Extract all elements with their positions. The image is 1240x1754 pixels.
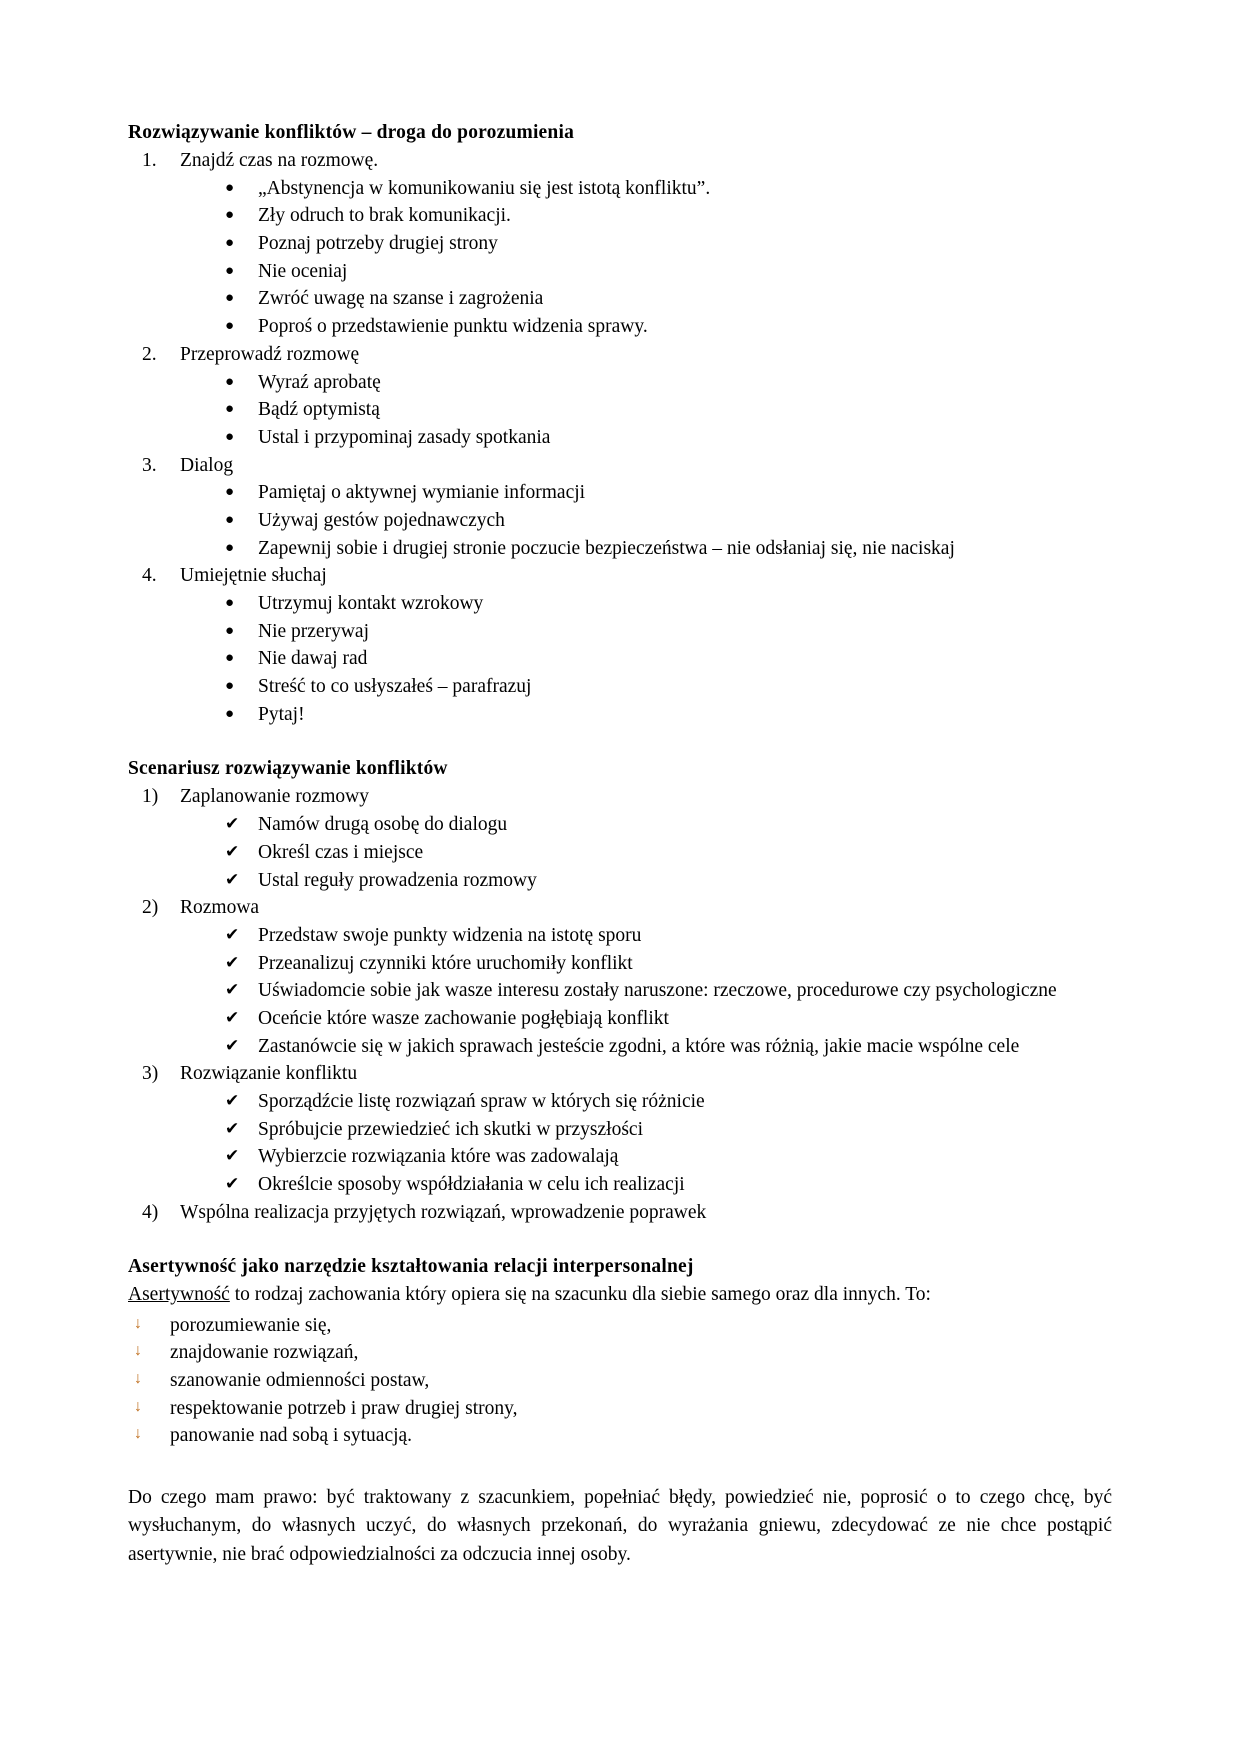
- check-icon: ✔: [225, 814, 240, 834]
- check-icon: ✔: [225, 1146, 240, 1166]
- list-item-text: Wspólna realizacja przyjętych rozwiązań, wprowadzenie poprawek: [180, 1201, 707, 1223]
- list-item: [180, 839, 1112, 867]
- list-item-text: Określ czas i miejsce: [258, 841, 424, 863]
- list-item: [128, 1339, 1112, 1367]
- arrow-down-icon: ↓: [134, 1425, 142, 1443]
- bullet-icon: ●: [225, 511, 235, 528]
- list-item: [180, 313, 1112, 341]
- section-conflict-resolution: [128, 122, 1112, 728]
- check-icon: ✔: [225, 980, 240, 1000]
- bullet-icon: ●: [225, 235, 235, 252]
- list-item-text: Zły odruch to brak komunikacji.: [258, 205, 511, 227]
- bullet-icon: ●: [225, 539, 235, 556]
- list-item-text: Utrzymuj kontakt wzrokowy: [258, 593, 484, 614]
- paragraph-spacer: [128, 1450, 1112, 1484]
- list-marker: 3.: [142, 454, 157, 476]
- bullet-icon: ●: [225, 179, 235, 196]
- list-item-text: Nie przerywaj: [258, 620, 369, 642]
- list-item: [180, 590, 1112, 618]
- section-assertiveness: [128, 1256, 1112, 1569]
- section-spacer: [128, 728, 1112, 758]
- list-item-text: Namów drugą osobę do dialogu: [258, 814, 508, 836]
- list-marker: 4): [142, 1201, 159, 1223]
- list-item-text: panowanie nad sobą i sytuacją.: [170, 1425, 413, 1447]
- list-item: [128, 341, 1112, 452]
- list-item-text: Streść to co usłyszałeś – parafrazuj: [258, 676, 532, 698]
- lead-term: Asertywność: [128, 1284, 230, 1306]
- list-item: [180, 673, 1112, 701]
- list-item-text: Przeanalizuj czynniki które uruchomiły konflikt: [258, 952, 633, 974]
- list-item: [180, 202, 1112, 230]
- list-marker: 4.: [142, 565, 157, 587]
- list-item: [128, 562, 1112, 728]
- list-item: [180, 1005, 1112, 1033]
- list-item: [180, 507, 1112, 535]
- list-item: [180, 1088, 1112, 1116]
- list-item: [128, 894, 1112, 1060]
- bullet-icon: ●: [225, 290, 235, 307]
- bullet-sublist: [180, 590, 1112, 728]
- list-item: [128, 452, 1112, 563]
- list-marker: 2.: [142, 343, 157, 365]
- list-item: [180, 1033, 1112, 1061]
- check-icon: ✔: [225, 1007, 240, 1027]
- list-item: [128, 147, 1112, 341]
- list-marker: 1.: [142, 150, 157, 171]
- list-item: [180, 230, 1112, 258]
- list-item: [180, 618, 1112, 646]
- arrow-down-icon: ↓: [134, 1314, 142, 1332]
- list-item-text: Nie oceniaj: [258, 260, 348, 282]
- list-item-text: Rozwiązanie konfliktu: [180, 1063, 358, 1085]
- bullet-sublist: [180, 479, 1112, 562]
- list-item-text: porozumiewanie się,: [170, 1314, 332, 1336]
- section-title: Scenariusz rozwiązywanie konfliktów: [128, 758, 448, 780]
- arrow-down-icon: ↓: [134, 1397, 142, 1415]
- list-item-text: Wybierzcie rozwiązania które was zadowalają: [258, 1146, 619, 1168]
- section-title: Rozwiązywanie konfliktów – droga do porozumienia: [128, 122, 575, 143]
- lead-rest: to rodzaj zachowania który opiera się na szacunku dla siebie samego oraz dla innych. To:: [229, 1284, 931, 1306]
- check-icon: ✔: [225, 1091, 240, 1110]
- list-item-text: Ustal reguły prowadzenia rozmowy: [258, 869, 537, 891]
- list-item: [180, 701, 1112, 729]
- list-item: [128, 1395, 1112, 1423]
- check-sublist: [180, 811, 1112, 894]
- bullet-icon: ●: [225, 484, 235, 501]
- check-icon: ✔: [225, 952, 240, 972]
- list-item-text: Zapewnij sobie i drugiej stronie poczucie bezpieczeństwa – nie odsłaniaj się, nie naciskaj: [258, 537, 955, 559]
- list-item-text: Przedstaw swoje punkty widzenia na istotę sporu: [258, 924, 642, 946]
- arrow-down-icon: ↓: [134, 1342, 142, 1360]
- bullet-icon: ●: [225, 428, 235, 445]
- list-item-text: Nie dawaj rad: [258, 648, 368, 670]
- bullet-icon: ●: [225, 401, 235, 418]
- list-item-text: Umiejętnie słuchaj: [180, 565, 327, 587]
- list-item: [180, 175, 1112, 203]
- check-icon: ✔: [225, 1035, 240, 1055]
- list-item: [180, 811, 1112, 839]
- list-item-text: Sporządźcie listę rozwiązań spraw w których się różnicie: [258, 1091, 705, 1112]
- list-item: [180, 950, 1112, 978]
- list-item-text: Pamiętaj o aktywnej wymianie informacji: [258, 482, 586, 504]
- list-item: [180, 369, 1112, 397]
- list-item: [128, 1199, 1112, 1227]
- list-item: [180, 867, 1112, 895]
- list-item: [180, 1116, 1112, 1144]
- list-item: [180, 285, 1112, 313]
- bullet-icon: ●: [225, 262, 235, 279]
- check-sublist: [180, 1088, 1112, 1199]
- numbered-list-scenario: [128, 783, 1112, 1226]
- bullet-icon: ●: [225, 650, 235, 667]
- list-marker: 3): [142, 1063, 159, 1085]
- list-item: [180, 977, 1112, 1005]
- section-spacer: [128, 1226, 1112, 1256]
- list-item-text: Oceńcie które wasze zachowanie pogłębiają konflikt: [258, 1007, 669, 1029]
- list-item: [128, 1422, 1112, 1450]
- list-item-text: Ustal i przypominaj zasady spotkania: [258, 426, 551, 448]
- list-item-text: Zastanówcie się w jakich sprawach jesteście zgodni, a które was różnią, jakie macie wspólne cele: [258, 1035, 1020, 1057]
- list-item-text: szanowanie odmienności postaw,: [170, 1370, 430, 1392]
- bullet-icon: ●: [225, 678, 235, 695]
- list-item-text: Określcie sposoby współdziałania w celu ich realizacji: [258, 1174, 685, 1196]
- closing-paragraph: Do czego mam prawo: być traktowany z szacunkiem, popełniać błędy, powiedzieć nie, poprosić o to czego chcę, być wysłuchanym, do własnych uczyć, do własnych przekonań, do wyrażania gniewu, zdecydować ze nie chce postąpić asertywnie, nie brać odpowiedzialności za odczucia innej osoby.: [128, 1487, 1112, 1565]
- list-item: [180, 1143, 1112, 1171]
- list-item-text: Znajdź czas na rozmowę.: [180, 150, 379, 171]
- list-item: [180, 479, 1112, 507]
- list-item: [180, 396, 1112, 424]
- list-item-text: Używaj gestów pojednawczych: [258, 509, 505, 531]
- check-icon: ✔: [225, 869, 240, 889]
- list-item: [128, 783, 1112, 894]
- list-item-text: Spróbujcie przewiedzieć ich skutki w przyszłości: [258, 1118, 644, 1140]
- list-item-text: Zaplanowanie rozmowy: [180, 786, 369, 808]
- list-item-text: Przeprowadź rozmowę: [180, 343, 360, 365]
- check-icon: ✔: [225, 841, 240, 861]
- bullet-icon: ●: [225, 705, 235, 722]
- list-item-text: Dialog: [180, 454, 234, 476]
- list-marker: 1): [142, 786, 159, 808]
- list-item: [128, 1312, 1112, 1340]
- check-icon: ✔: [225, 1174, 240, 1194]
- list-item-text: Wyraź aprobatę: [258, 371, 381, 393]
- list-item-text: Pytaj!: [258, 703, 305, 725]
- list-item-text: „Abstynencja w komunikowaniu się jest istotą konfliktu”.: [258, 177, 711, 199]
- bullet-icon: ●: [225, 622, 235, 639]
- list-item-text: Poproś o przedstawienie punktu widzenia sprawy.: [258, 316, 648, 338]
- section-scenario: [128, 758, 1112, 1226]
- list-item: [180, 1171, 1112, 1199]
- arrow-down-icon: ↓: [134, 1370, 142, 1388]
- list-item: [180, 922, 1112, 950]
- bullet-icon: ●: [225, 595, 235, 611]
- bullet-icon: ●: [225, 318, 235, 335]
- arrow-list: [128, 1312, 1112, 1450]
- check-sublist: [180, 922, 1112, 1060]
- bullet-sublist: [180, 175, 1112, 341]
- numbered-list-conflict: [128, 147, 1112, 728]
- list-item-text: znajdowanie rozwiązań,: [170, 1342, 359, 1364]
- list-item-text: Poznaj potrzeby drugiej strony: [258, 233, 498, 255]
- list-marker: 2): [142, 897, 159, 919]
- bullet-icon: ●: [225, 373, 235, 390]
- list-item: [180, 258, 1112, 286]
- list-item: [180, 424, 1112, 452]
- bullet-sublist: [180, 369, 1112, 452]
- check-icon: ✔: [225, 924, 240, 944]
- section-title: Asertywność jako narzędzie kształtowania relacji interpersonalnej: [128, 1256, 694, 1278]
- list-item-text: Bądź optymistą: [258, 399, 380, 421]
- list-item: [180, 645, 1112, 673]
- list-item: [180, 535, 1112, 563]
- check-icon: ✔: [225, 1118, 240, 1138]
- list-item-text: Rozmowa: [180, 897, 260, 919]
- lead-paragraph: [128, 1281, 1112, 1309]
- list-item: [128, 1060, 1112, 1198]
- list-item: [128, 1367, 1112, 1395]
- list-item-text: respektowanie potrzeb i praw drugiej strony,: [170, 1397, 518, 1419]
- list-item-text: Zwróć uwagę na szanse i zagrożenia: [258, 288, 544, 310]
- bullet-icon: ●: [225, 207, 235, 224]
- list-item-text: Uświadomcie sobie jak wasze interesu zostały naruszone: rzeczowe, procedurowe czy psychologiczne: [258, 980, 1057, 1002]
